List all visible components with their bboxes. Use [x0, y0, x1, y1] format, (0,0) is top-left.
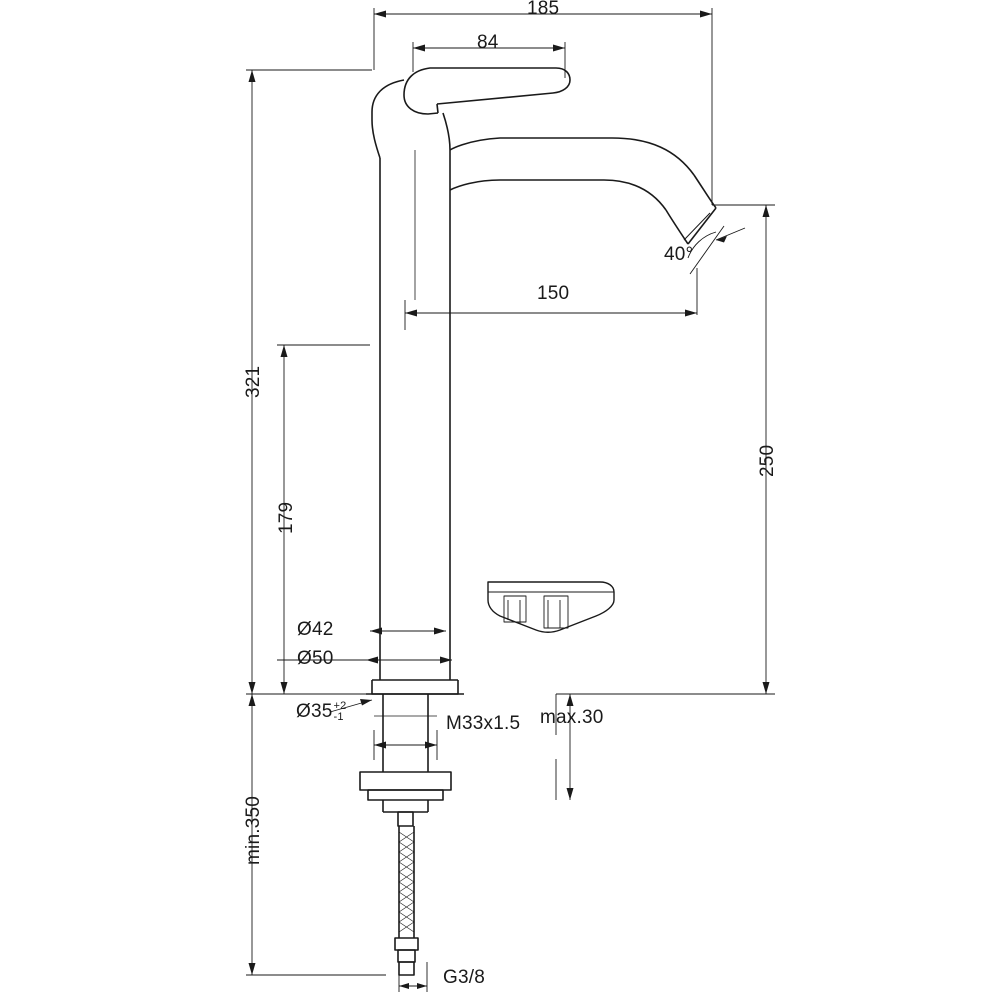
dimension-lines: [249, 11, 770, 990]
dimension-label-321: 321: [243, 365, 264, 398]
dimension-label-185: 185: [527, 0, 560, 19]
dimension-label-84: 84: [477, 32, 499, 53]
d35-tolerance: [334, 701, 347, 723]
dimension-label-g38: G3/8: [443, 967, 485, 988]
d35-tolerance-lower: -1: [333, 711, 344, 723]
dimension-label-d42: Ø42: [297, 619, 334, 640]
dimension-label-min350: min.350: [243, 796, 264, 865]
dimension-label-40deg: 40°: [664, 244, 694, 265]
dimension-label-d50: Ø50: [297, 648, 334, 669]
d35-tolerance-upper: +2: [333, 700, 347, 712]
dimension-label-179: 179: [276, 501, 297, 534]
dimension-label-150: 150: [537, 283, 570, 304]
waste-cover: [488, 582, 614, 632]
dimension-label-d35: [296, 701, 346, 723]
dimension-label-max30: max.30: [540, 707, 604, 728]
dimension-label-250: 250: [757, 444, 778, 477]
faucet-outline: [360, 68, 716, 975]
dimension-label-m33: M33x1.5: [446, 713, 521, 734]
d35-value: Ø35: [296, 701, 333, 723]
extension-lines: [246, 8, 775, 992]
